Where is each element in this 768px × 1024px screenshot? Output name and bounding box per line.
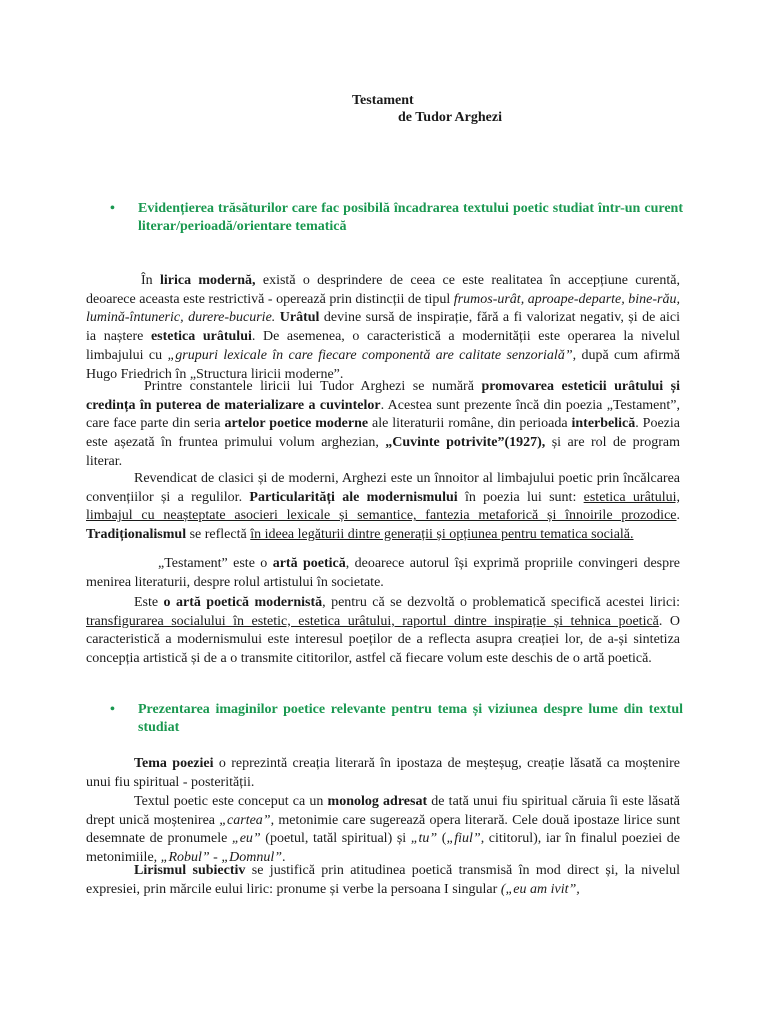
bullet-marker: •	[110, 702, 115, 717]
paragraph-3: Revendicat de clasici și de moderni, Arghezi este un înnoitor al limbajului poetic prin încălcarea convențiilor și a regulilor. Particularități ale modernismului în poezia lui sunt: estetica urâtului, limbajul cu neașteptate asocieri lexicale și semantice, fantezia metaforică și înnoirile prozodice. Tradiționalismul se reflectă în ideea legăturii dintre generații și opțiunea pentru tematica socială.	[86, 471, 680, 543]
paragraph-2: Printre constantele liricii lui Tudor Arghezi se numără promovarea esteticii urâtului și credința în puterea de materializare a cuvintelor. Acestea sunt prezente încă din poezia „Testament”, care face parte din seria artelor poetice moderne ale literaturii române, din perioada interbelică. Poezia este așezată în fruntea primului volum arghezian, „Cuvinte potrivite”(1927), și are rol de program literar.	[86, 379, 681, 469]
paragraph-7: Textul poetic este conceput ca un monolog adresat de tată unui fiu spiritual căruia îi este lăsată drept unică moștenirea „cartea”, metonimie care sugerează opera literară. Cele două ipostaze lirice sunt desemnate de pronumele „eu” (poetul, tatăl spiritual) și „tu” („fiul”, cititorul), iar în finalul poeziei de metonimiile, „Robul” - „Domnul”.	[86, 794, 681, 866]
paragraph-1: În lirica modernă, există o desprindere de ceea ce este realitatea în accepțiune curentă, deoarece aceasta este restrictivă - operează prin distincții de tipul frumos-urât, aproape-departe, bine-rău, lumină-întuneric, durere-bucurie. Urâtul devine sursă de inspirație, fără a fi valorizat negativ, și de aici ia naștere estetica urâtului. De asemenea, o caracteristică a modernității este operarea la nivelul limbajului cu „grupuri lexicale în care fiecare componentă are calitate senzorială”, după cum afirmă Hugo Friedrich în „Structura liricii moderne”.	[86, 273, 681, 382]
document-subtitle: de Tudor Arghezi	[398, 110, 502, 125]
paragraph-8: Lirismul subiectiv se justifică prin atitudinea poetică transmisă în mod direct și, la nivelul expresiei, prin mărcile eului liric: pronume și verbe la persoana I singular („eu am ivit”,	[86, 863, 680, 897]
bullet-marker: •	[110, 201, 115, 216]
paragraph-5: Este o artă poetică modernistă, pentru că se dezvoltă o problematică specifică acestei lirici: transfigurarea socialului în estetic, estetica urâtului, raportul dintre inspirație și tehnica poetică. O caracteristică a modernismului este interesul poeților de a reflecta asupra creației lor, de a-și sintetiza concepția artistică și de a o transmite cititorilor, astfel că fiecare volum este deschis de o artă poetică.	[86, 595, 680, 667]
section-heading-2-text: Prezentarea imaginilor poetice relevante pentru tema și viziunea despre lume din textul studiat	[138, 702, 683, 735]
document-title: Testament	[352, 93, 414, 108]
paragraph-4: „Testament” este o artă poetică, deoarece autorul își exprimă propriile convingeri despre menirea literaturii, despre rolul artistului în societate.	[86, 556, 680, 590]
paragraph-6: Tema poeziei o reprezintă creația literară în ipostaza de meșteșug, creație lăsată ca moștenire unui fiu spiritual - posterității.	[86, 756, 680, 790]
section-heading-1-text: Evidențierea trăsăturilor care fac posibilă încadrarea textului poetic studiat într-un curent literar/perioadă/orientare tematică	[138, 201, 683, 234]
